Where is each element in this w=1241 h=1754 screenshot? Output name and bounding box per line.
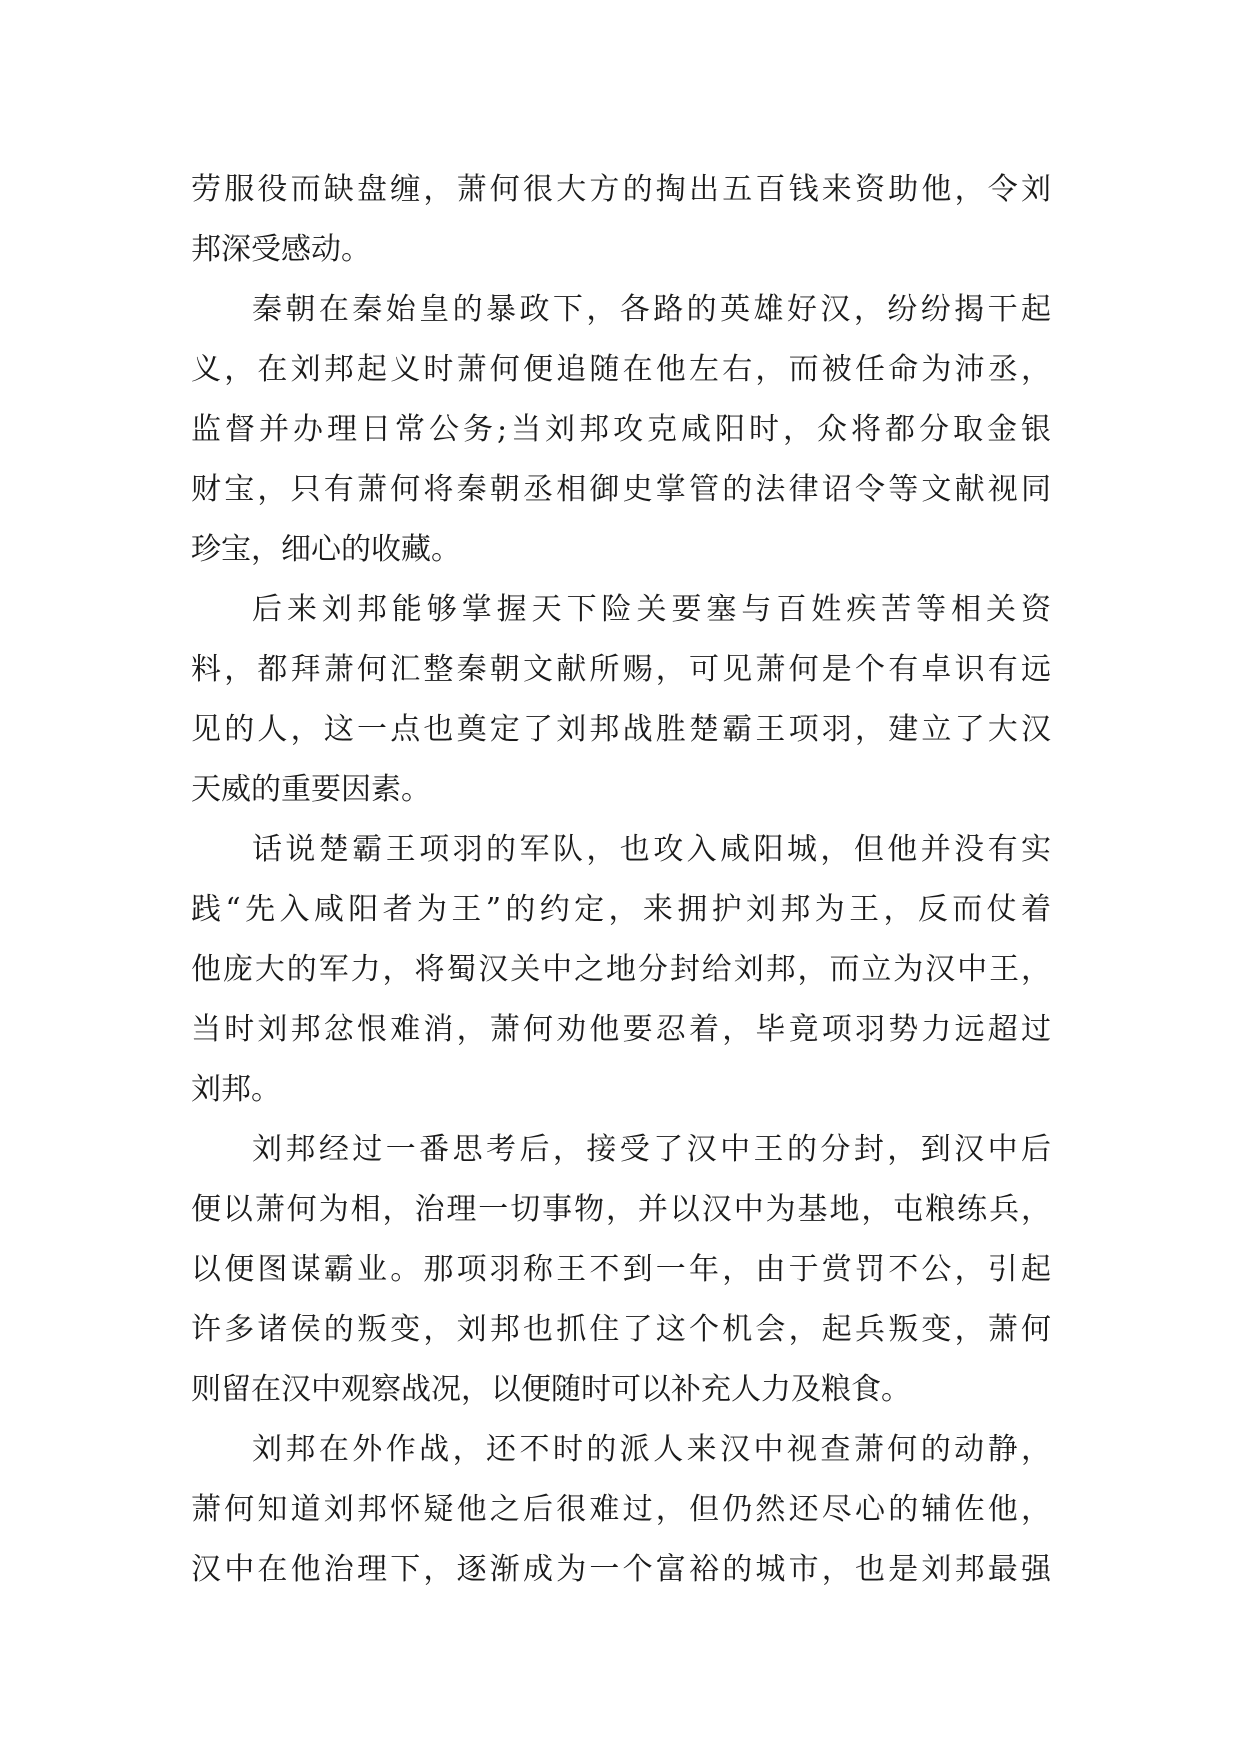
- text-line: 刘邦。: [191, 1072, 281, 1107]
- text-line: 料，都拜萧何汇整秦朝文献所赐，可见萧何是个有卓识有远: [191, 652, 1051, 687]
- text-line: 话说楚霸王项羽的军队，也攻入咸阳城，但他并没有实: [252, 832, 1051, 867]
- text-line: 刘邦经过一番思考后，接受了汉中王的分封，到汉中后: [252, 1132, 1051, 1167]
- text-line: 当时刘邦忿恨难消，萧何劝他要忍着，毕竟项羽势力远超过: [191, 1012, 1051, 1047]
- text-line: 萧何知道刘邦怀疑他之后很难过，但仍然还尽心的辅佐他，: [191, 1492, 1051, 1527]
- paragraph-4: [191, 820, 1051, 1120]
- text-line: 许多诸侯的叛变，刘邦也抓住了这个机会，起兵叛变，萧何: [191, 1312, 1051, 1347]
- text-line: 则留在汉中观察战况，以便随时可以补充人力及粮食。: [191, 1372, 911, 1407]
- text-line: 义，在刘邦起义时萧何便追随在他左右，而被任命为沛丞，: [191, 352, 1051, 387]
- paragraph-5: [191, 1120, 1051, 1420]
- text-line: 以便图谋霸业。那项羽称王不到一年，由于赏罚不公，引起: [191, 1252, 1051, 1287]
- text-line: 天威的重要因素。: [191, 772, 431, 807]
- text-line: 刘邦在外作战，还不时的派人来汉中视查萧何的动静，: [252, 1432, 1051, 1467]
- text-line: 劳服役而缺盘缠，萧何很大方的掏出五百钱来资助他，令刘: [191, 172, 1051, 207]
- text-line: 秦朝在秦始皇的暴政下，各路的英雄好汉，纷纷揭干起: [252, 292, 1051, 327]
- paragraph-2: [191, 280, 1051, 580]
- text-line: 珍宝，细心的收藏。: [191, 532, 461, 567]
- text-line: 汉中在他治理下，逐渐成为一个富裕的城市，也是刘邦最强: [191, 1552, 1051, 1587]
- text-line: 践“先入咸阳者为王”的约定，来拥护刘邦为王，反而仗着: [191, 892, 1051, 927]
- text-line: 他庞大的军力，将蜀汉关中之地分封给刘邦，而立为汉中王，: [191, 952, 1051, 987]
- text-line: 便以萧何为相，治理一切事物，并以汉中为基地，屯粮练兵，: [191, 1192, 1051, 1227]
- body-text: [191, 160, 1051, 1600]
- text-line: 后来刘邦能够掌握天下险关要塞与百姓疾苦等相关资: [252, 592, 1051, 627]
- text-line: 邦深受感动。: [191, 232, 371, 267]
- text-line: 见的人，这一点也奠定了刘邦战胜楚霸王项羽，建立了大汉: [191, 712, 1051, 747]
- text-line: 监督并办理日常公务;当刘邦攻克咸阳时，众将都分取金银: [191, 412, 1051, 447]
- paragraph-6: [191, 1420, 1051, 1600]
- paragraph-3: [191, 580, 1051, 820]
- text-line: 财宝，只有萧何将秦朝丞相御史掌管的法律诏令等文献视同: [191, 472, 1051, 507]
- paragraph-1: [191, 160, 1051, 280]
